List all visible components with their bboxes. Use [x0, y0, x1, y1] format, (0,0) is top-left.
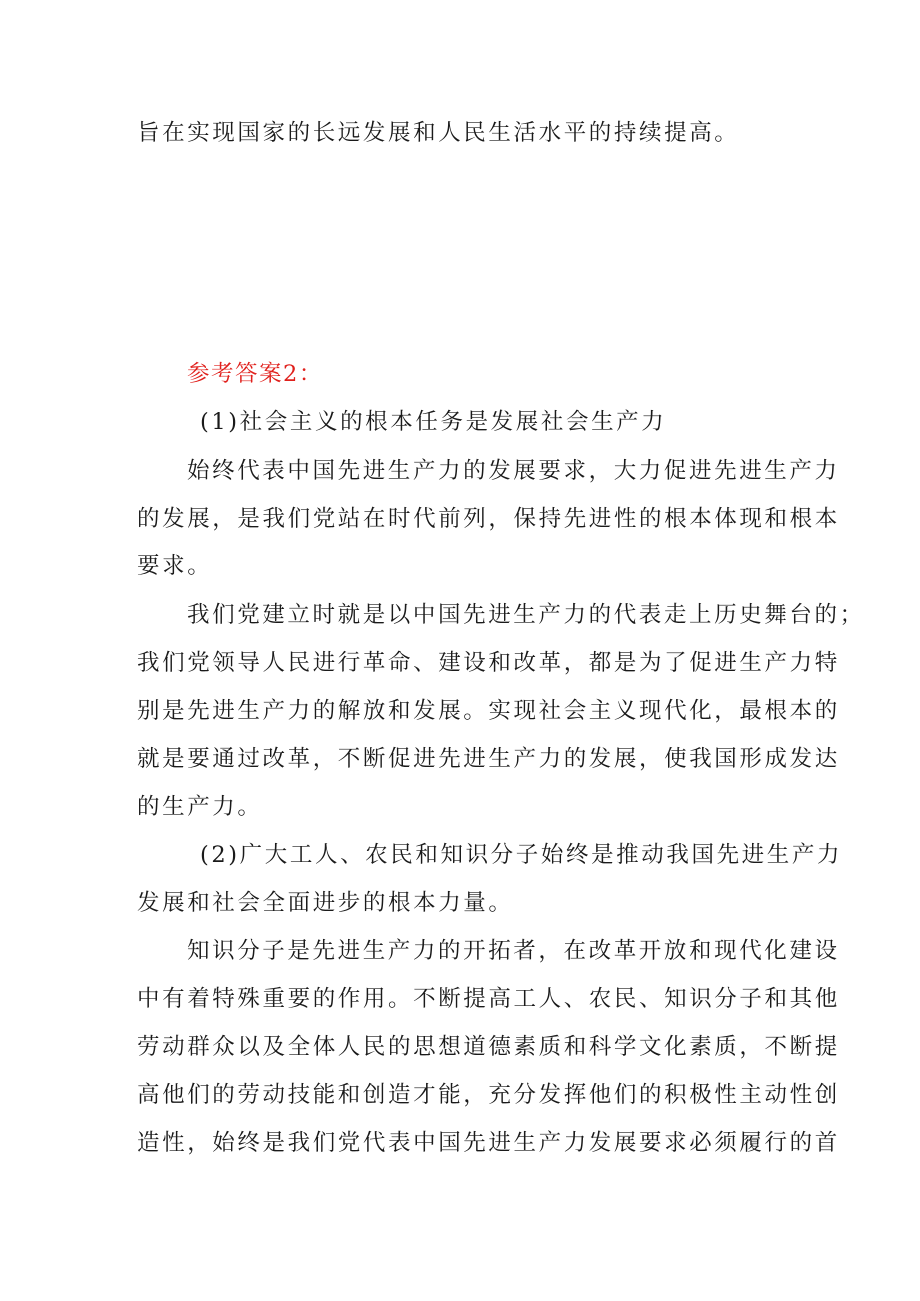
paragraph-line: 中有着特殊重要的作用。不断提高工人、农民、知识分子和其他 — [137, 986, 840, 1012]
paragraph-line: 始终代表中国先进生产力的发展要求，大力促进先进生产力 — [187, 458, 840, 484]
paragraph-line: 就是要通过改革，不断促进先进生产力的发展，使我国形成发达 — [137, 746, 840, 772]
paragraph-line: 高他们的劳动技能和创造才能，充分发挥他们的积极性主动性创 — [137, 1082, 840, 1108]
paragraph-line: 发展和社会全面进步的根本力量。 — [137, 890, 514, 916]
paragraph-line: 别是先进生产力的解放和发展。实现社会主义现代化，最根本的 — [137, 698, 840, 724]
paragraph-line: 我们党领导人民进行革命、建设和改革，都是为了促进生产力特 — [137, 650, 840, 676]
section-heading-2: (2)广大工人、农民和知识分子始终是推动我国先进生产力 — [200, 842, 843, 868]
paragraph-line: 旨在实现国家的长远发展和人民生活水平的持续提高。 — [137, 120, 740, 146]
paragraph-line: 的生产力。 — [137, 794, 263, 820]
paragraph-line: 我们党建立时就是以中国先进生产力的代表走上历史舞台的； — [187, 602, 865, 628]
paragraph-line: 的发展，是我们党站在时代前列，保持先进性的根本体现和根本 — [137, 506, 840, 532]
paragraph-line: 劳动群众以及全体人民的思想道德素质和科学文化素质，不断提 — [137, 1034, 840, 1060]
paragraph-line: 知识分子是先进生产力的开拓者，在改革开放和现代化建设 — [187, 938, 840, 964]
paragraph-line: 造性，始终是我们党代表中国先进生产力发展要求必须履行的首 — [137, 1130, 840, 1156]
answer-heading: 参考答案2： — [187, 361, 323, 387]
section-heading-1: (1)社会主义的根本任务是发展社会生产力 — [200, 409, 667, 435]
paragraph-line: 要求。 — [137, 553, 213, 579]
